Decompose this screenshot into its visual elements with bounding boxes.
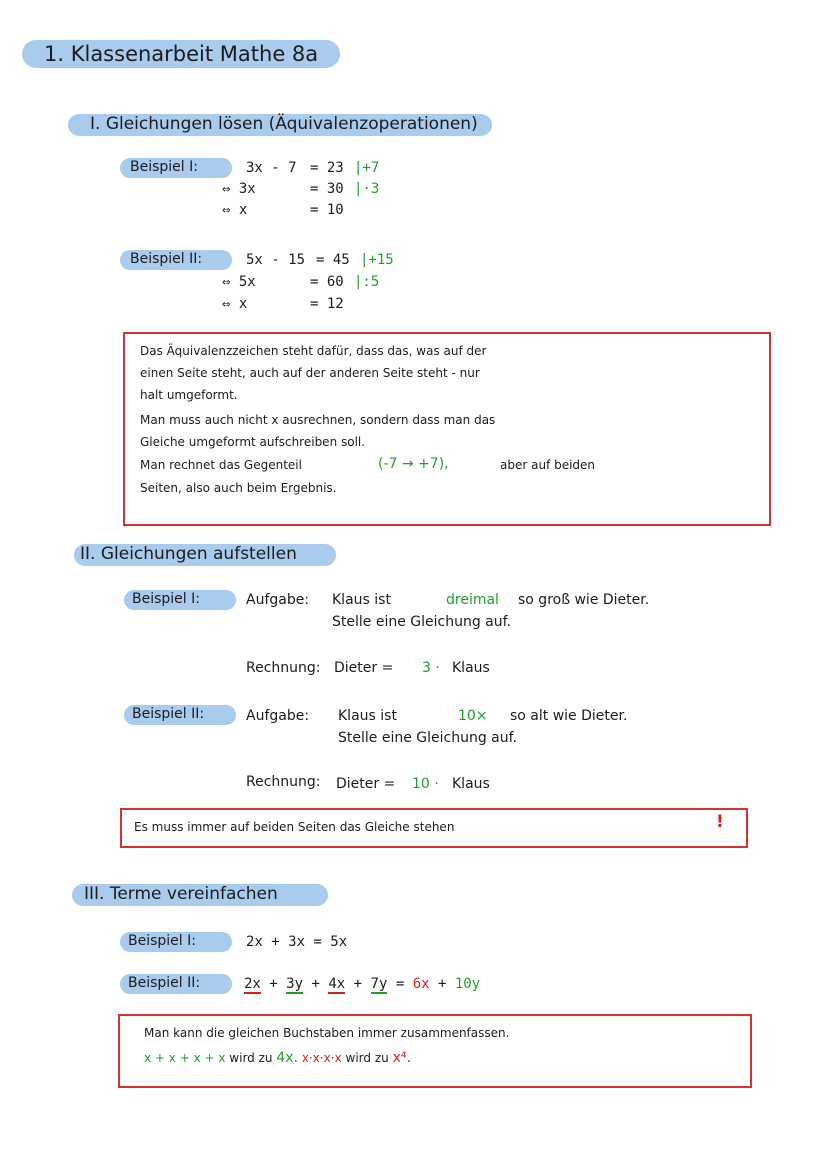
- s1-note-line6c: aber auf beiden: [500, 458, 596, 472]
- s1-ex2-line2-op: |:5: [354, 274, 380, 290]
- s3-ex2-term-3y: 3y: [286, 976, 304, 992]
- section-3-heading: III. Terme vereinfachen: [84, 884, 278, 904]
- s1-ex1-line2-rhs: = 30: [310, 181, 344, 197]
- s1-note-line6b: (-7 → +7),: [378, 456, 449, 472]
- s1-ex1-line1-op: |+7: [354, 160, 380, 176]
- s3-note-sum-x: x + x + x + x: [144, 1051, 226, 1065]
- s3-ex2-equals: =: [395, 976, 405, 992]
- s2-ex1-calc-factor: 3 ·: [422, 660, 440, 676]
- s2-ex2-calc-start: Dieter =: [336, 776, 396, 792]
- s1-ex2-line1-op: |+15: [360, 252, 394, 268]
- s2-note-text: Es muss immer auf beiden Seiten das Gleiche stehen: [134, 820, 455, 834]
- s3-note-wird-zu-1: wird zu: [229, 1051, 273, 1065]
- s2-note-exclamation: !: [716, 812, 724, 832]
- s1-note-line2: einen Seite steht, auch auf der anderen Seite steht - nur: [140, 366, 480, 380]
- s3-ex2-expression: [244, 976, 480, 992]
- s2-ex2-text1: Klaus ist: [338, 708, 397, 724]
- s3-ex2-plus-4: +: [437, 976, 447, 992]
- s3-ex2-plus-2: +: [311, 976, 320, 992]
- s1-ex1-line2-op: |·3: [354, 181, 380, 197]
- s2-ex2-label: Beispiel II:: [132, 706, 205, 722]
- section-1-note-box: [123, 332, 771, 526]
- s3-ex2-term-7y: 7y: [370, 976, 388, 992]
- s1-ex2-line1-lhs: 5x - 15: [246, 252, 306, 268]
- s1-ex1-line3-lhs: ⇔ x: [222, 202, 248, 218]
- s2-ex2-text2: Stelle eine Gleichung auf.: [338, 730, 517, 746]
- s2-ex1-calc-end: Klaus: [452, 660, 490, 676]
- s1-ex1-line1-lhs: 3x - 7: [246, 160, 297, 176]
- s2-ex1-text2: Stelle eine Gleichung auf.: [332, 614, 511, 630]
- s3-ex2-label: Beispiel II:: [128, 975, 201, 991]
- s3-ex2-result-10y: 10y: [454, 976, 481, 992]
- s2-ex2-text1-highlight: 10×: [458, 708, 488, 724]
- s2-ex1-text1-highlight: dreimal: [446, 592, 499, 608]
- s2-ex1-aufgabe: Aufgabe:: [246, 592, 310, 608]
- s3-note-wird-zu-2: wird zu: [345, 1051, 389, 1065]
- s3-note-4x: 4x.: [276, 1050, 298, 1066]
- s3-note-product-x: x·x·x·x: [301, 1051, 342, 1065]
- s2-ex1-calc-start: Dieter =: [334, 660, 394, 676]
- s1-ex2-label: Beispiel II:: [130, 251, 203, 267]
- s1-note-line3: halt umgeformt.: [140, 388, 238, 402]
- s2-ex1-rechnung: Rechnung:: [246, 660, 321, 676]
- s3-ex2-plus-1: +: [269, 976, 278, 992]
- s3-note-line1: Man kann die gleichen Buchstaben immer zusammenfassen.: [144, 1026, 510, 1040]
- s1-note-line4: Man muss auch nicht x ausrechnen, sondern dass man das: [140, 413, 496, 427]
- s3-ex2-term-4x: 4x: [328, 976, 346, 992]
- s1-ex2-line1-rhs: = 45: [316, 252, 350, 268]
- s1-ex1-line1-rhs: = 23: [310, 160, 344, 176]
- s3-ex2-plus-3: +: [353, 976, 363, 992]
- s1-ex2-line3-lhs: ⇔ x: [222, 296, 248, 312]
- s3-note-x4: x⁴.: [392, 1050, 411, 1066]
- s3-ex2-result-6x: 6x: [412, 976, 430, 992]
- s1-ex2-line2-lhs: ⇔ 5x: [222, 274, 256, 290]
- section-2-heading: II. Gleichungen aufstellen: [80, 544, 297, 564]
- s3-ex1-label: Beispiel I:: [128, 933, 196, 949]
- section-1-heading: I. Gleichungen lösen (Äquivalenzoperationen): [90, 114, 478, 134]
- s1-note-line7: Seiten, also auch beim Ergebnis.: [140, 481, 337, 495]
- s2-ex2-rechnung: Rechnung:: [246, 774, 321, 790]
- s1-ex2-line3-rhs: = 12: [310, 296, 344, 312]
- s1-ex1-label: Beispiel I:: [130, 159, 198, 175]
- s2-ex2-calc-end: Klaus: [452, 776, 490, 792]
- s2-ex1-text1: Klaus ist: [332, 592, 391, 608]
- s2-ex2-aufgabe: Aufgabe:: [246, 708, 310, 724]
- s2-ex2-calc-factor: 10 ·: [412, 776, 439, 792]
- s3-ex1-expression: 2x + 3x = 5x: [246, 934, 348, 950]
- s1-ex2-line2-rhs: = 60: [310, 274, 344, 290]
- s3-note-line2: [144, 1050, 411, 1066]
- s2-ex2-text1-end: so alt wie Dieter.: [510, 708, 628, 724]
- s1-ex1-line3-rhs: = 10: [310, 202, 344, 218]
- page-title: 1. Klassenarbeit Mathe 8a: [44, 42, 319, 66]
- s1-note-line1: Das Äquivalenzzeichen steht dafür, dass das, was auf der: [140, 344, 487, 358]
- s3-ex2-term-2x: 2x: [244, 976, 261, 992]
- s2-ex1-label: Beispiel I:: [132, 591, 200, 607]
- s1-note-line6a: Man rechnet das Gegenteil: [140, 458, 302, 472]
- s1-note-line5: Gleiche umgeformt aufschreiben soll.: [140, 435, 366, 449]
- s2-ex1-text1-end: so groß wie Dieter.: [518, 592, 650, 608]
- s1-ex1-line2-lhs: ⇔ 3x: [222, 181, 256, 197]
